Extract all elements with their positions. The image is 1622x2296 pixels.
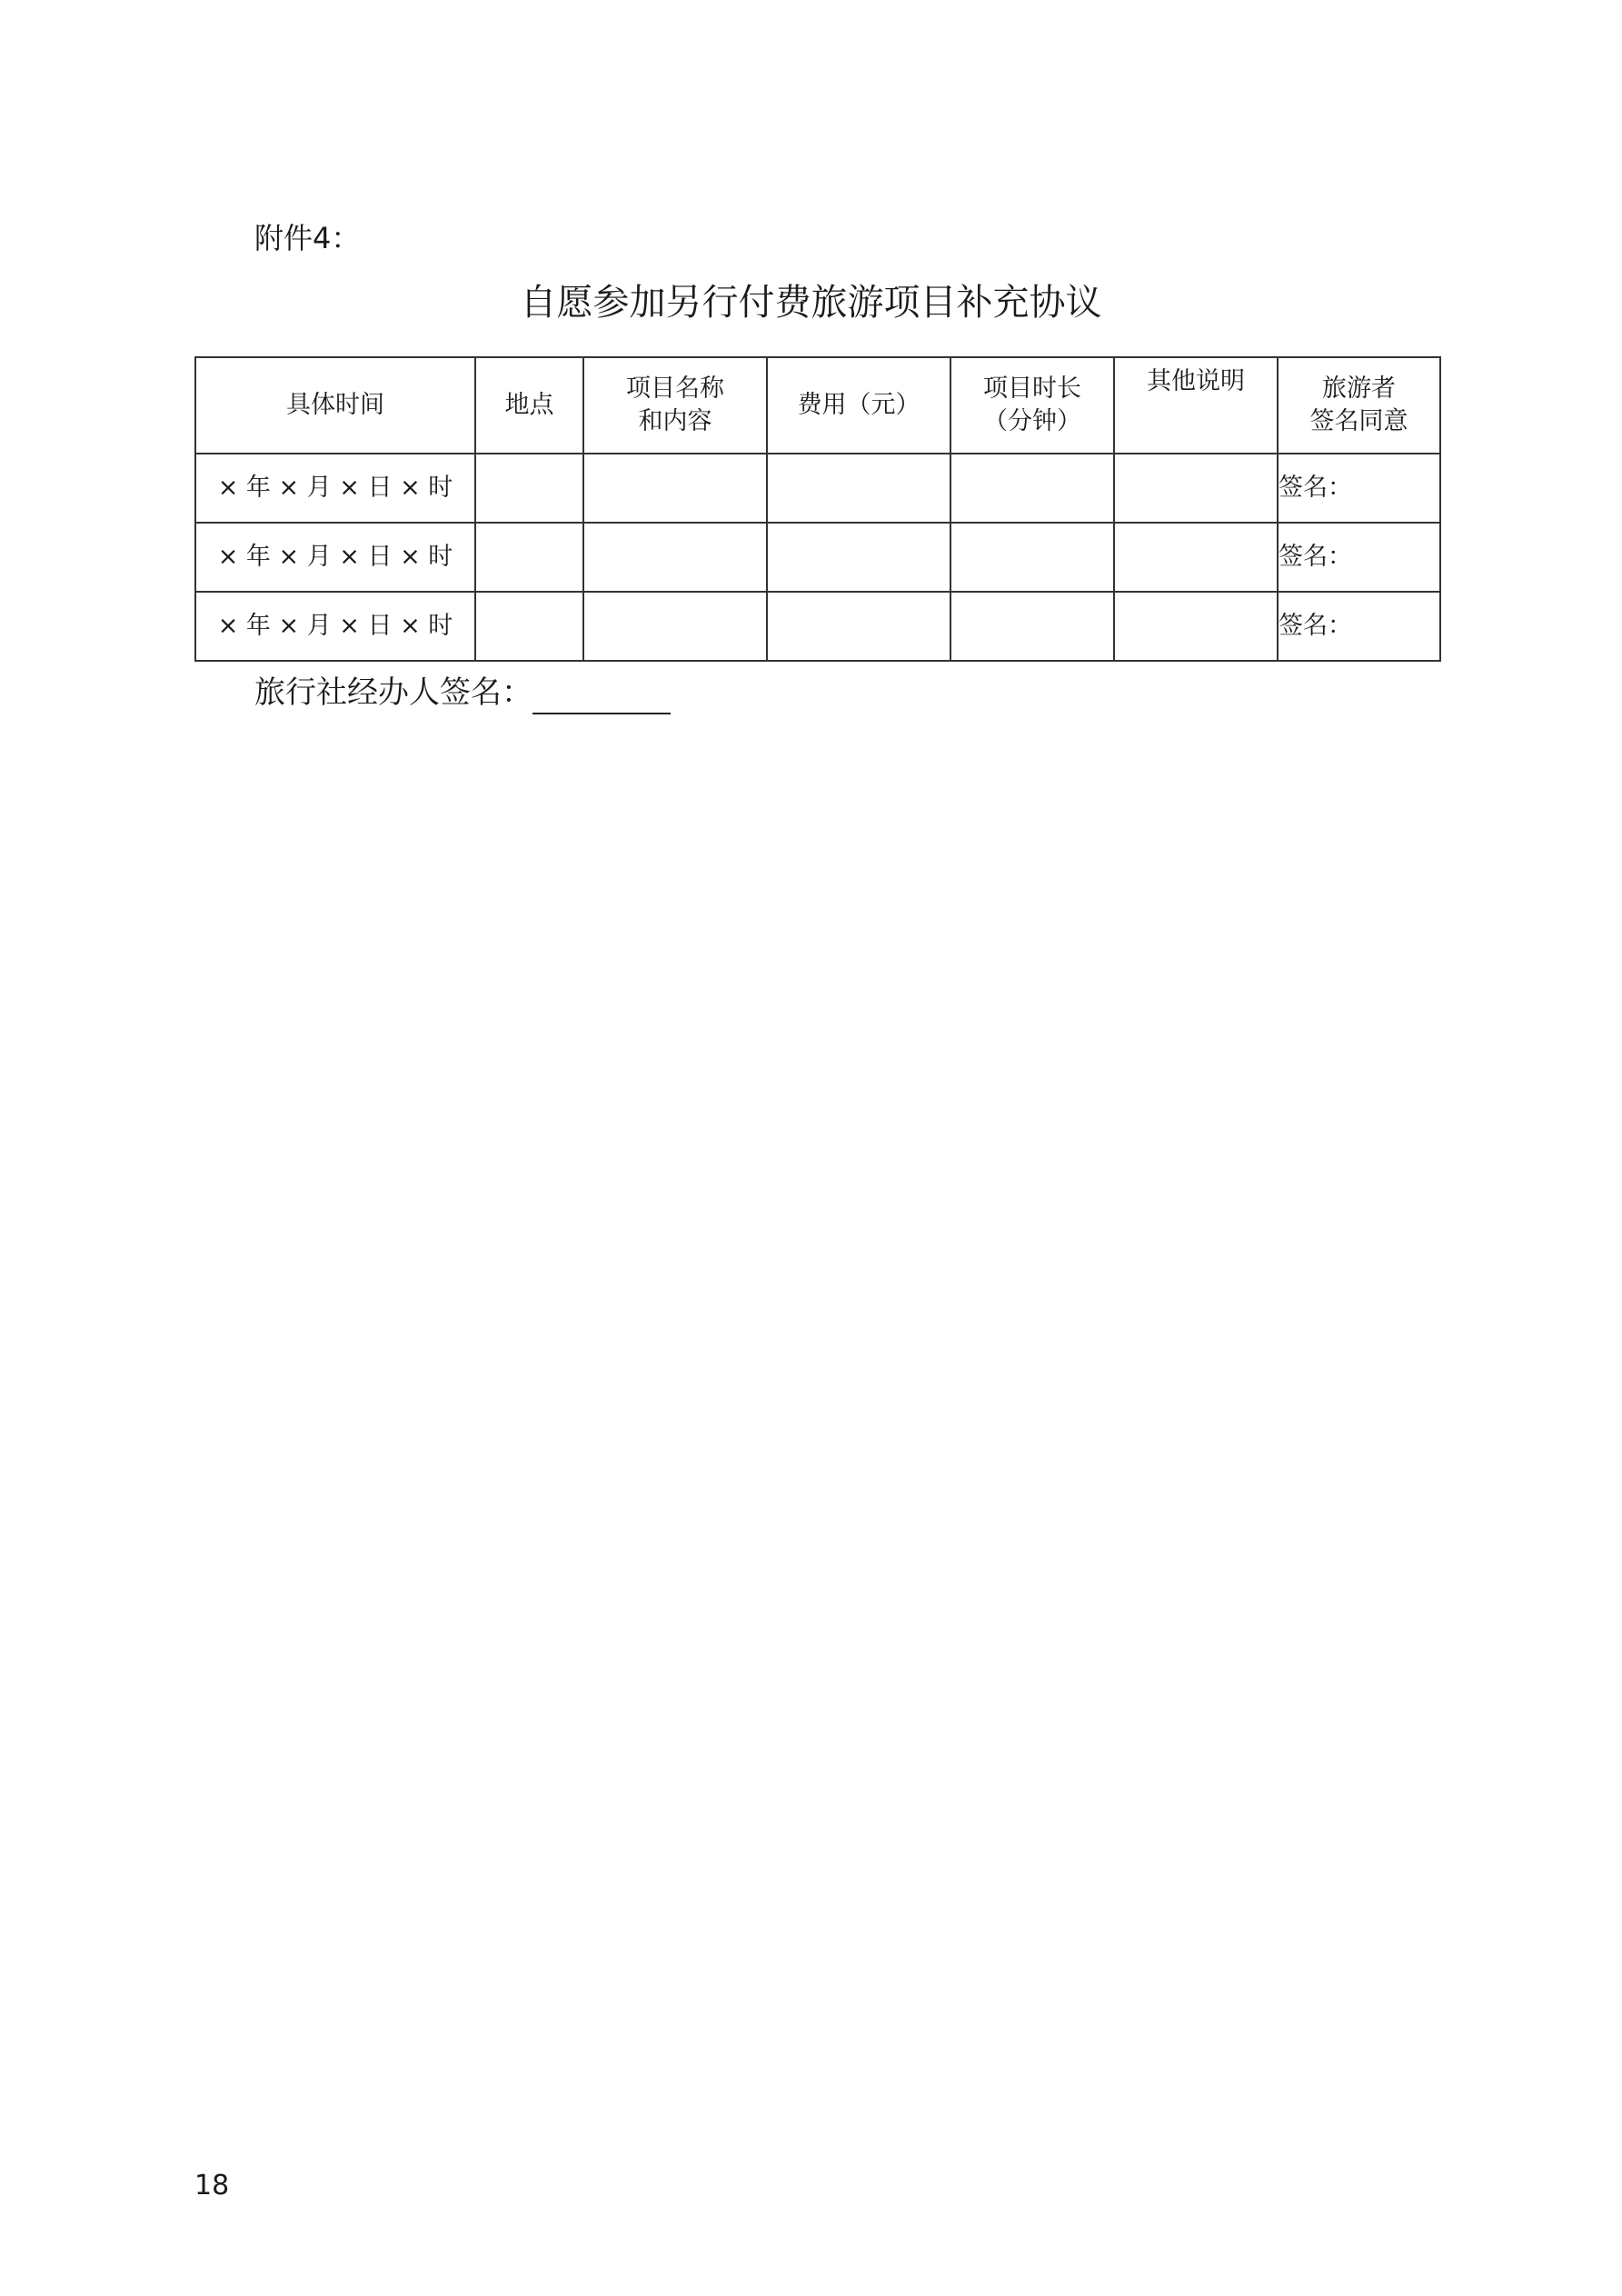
notes-cell (1114, 523, 1278, 592)
fee-cell (767, 592, 950, 661)
header-location: 地点 (475, 357, 583, 454)
header-duration: 项目时长 （分钟） (950, 357, 1114, 454)
page-title: 自愿参加另行付费旅游项目补充协议 (520, 282, 1102, 324)
time-cell: × 年 × 月 × 日 × 时 (195, 592, 475, 661)
agent-signature (254, 671, 671, 714)
agent-signature-line (532, 676, 671, 714)
project-cell (583, 523, 767, 592)
duration-cell (950, 454, 1114, 523)
signature-cell: 签名： (1278, 454, 1440, 523)
table-row (195, 523, 1440, 592)
location-cell (475, 592, 583, 661)
page-number: 18 (194, 2170, 230, 2201)
agreement-table (194, 356, 1441, 662)
signature-cell: 签名： (1278, 592, 1440, 661)
header-tourist-consent: 旅游者 签名同意 (1278, 357, 1440, 454)
attachment-label: 附件4： (254, 221, 361, 255)
fee-cell (767, 454, 950, 523)
notes-cell (1114, 592, 1278, 661)
time-cell: × 年 × 月 × 日 × 时 (195, 523, 475, 592)
table-row (195, 592, 1440, 661)
fee-cell (767, 523, 950, 592)
time-cell: × 年 × 月 × 日 × 时 (195, 454, 475, 523)
header-project: 项目名称 和内容 (583, 357, 767, 454)
header-notes: 其他说明 (1114, 357, 1278, 454)
duration-cell (950, 592, 1114, 661)
signature-cell: 签名： (1278, 523, 1440, 592)
header-fee: 费用（元） (767, 357, 950, 454)
project-cell (583, 454, 767, 523)
notes-cell (1114, 454, 1278, 523)
location-cell (475, 454, 583, 523)
location-cell (475, 523, 583, 592)
project-cell (583, 592, 767, 661)
header-time: 具体时间 (195, 357, 475, 454)
table-row (195, 454, 1440, 523)
agent-signature-label: 旅行社经办人签名： (254, 674, 532, 711)
duration-cell (950, 523, 1114, 592)
table-header-row (195, 357, 1440, 454)
